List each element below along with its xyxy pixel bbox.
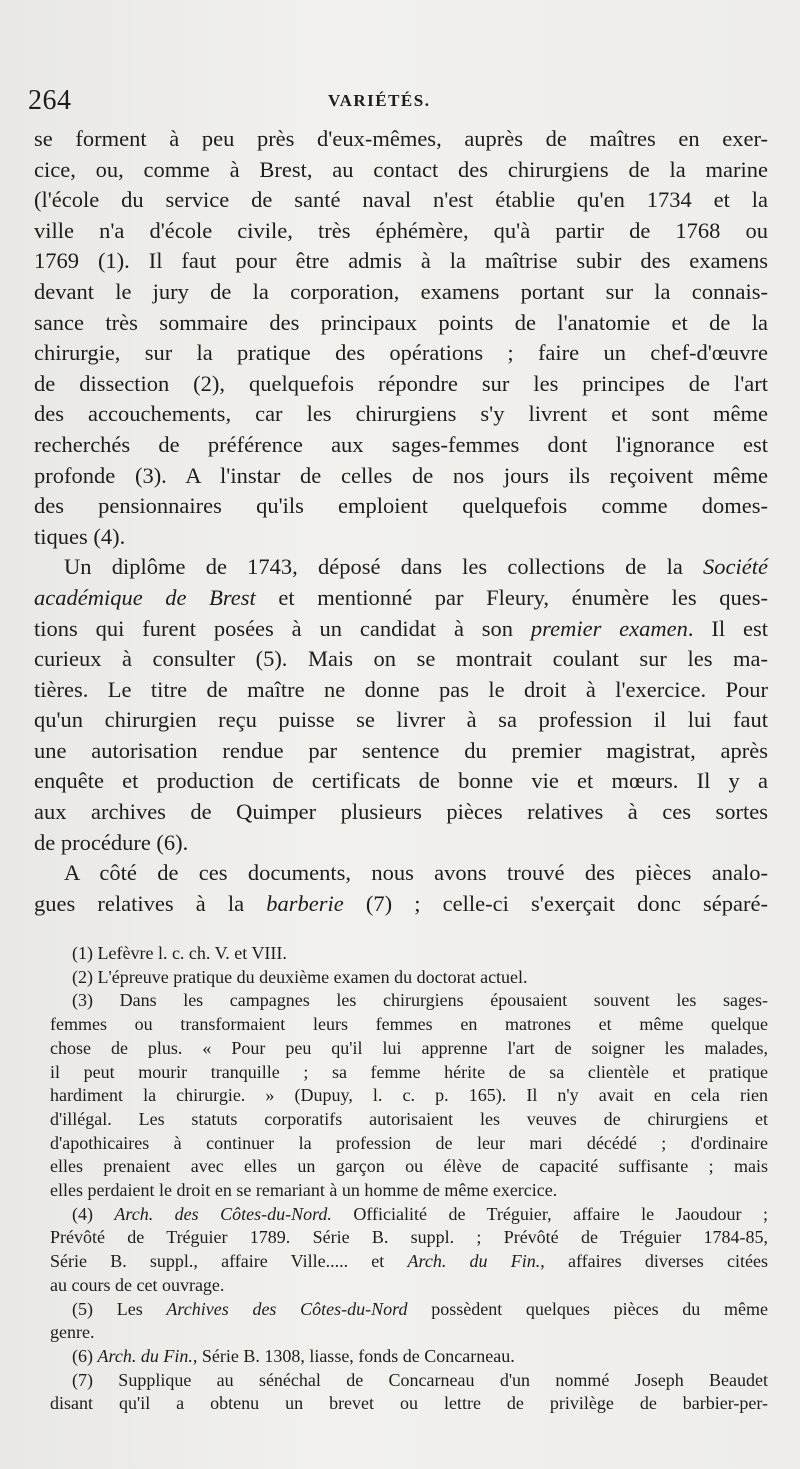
text-span: (5) Les	[72, 1298, 167, 1319]
italic-span: Archives des Côtes-du-Nord	[166, 1298, 408, 1319]
text-span: Officialité de Tréguier, affaire le Jaoudour ;	[331, 1203, 768, 1224]
footnote-line	[50, 1203, 768, 1227]
text-line: ville n'a d'école civile, très éphémère, qu'à partir de 1768 ou	[34, 217, 768, 243]
text-line: de procédure (6).	[34, 829, 189, 855]
text-line: des accouchements, car les chirurgiens s'y livrent et sont même	[34, 401, 768, 427]
italic-span: Société	[703, 554, 768, 580]
text-line: aux archives de Quimper plusieurs pièces relatives à ces sortes	[34, 799, 768, 825]
text-span: possèdent quelques pièces du même	[407, 1298, 768, 1319]
text-span: et mentionné par Fleury, énumère les ques-	[255, 584, 768, 610]
text-line: A côté de ces documents, nous avons trouvé des pièces analo-	[64, 860, 768, 886]
footnote-line	[50, 1345, 768, 1369]
text-span: , affaires diverses citées	[540, 1251, 768, 1272]
text-line: qu'un chirurgien reçu puisse se livrer à sa profession il lui faut	[34, 707, 768, 733]
text-span: (6)	[72, 1345, 98, 1366]
footnote-line: chose de plus. « Pour peu qu'il lui apprenne l'art de soigner les malades,	[50, 1037, 768, 1058]
italic-span: Arch. du Fin.	[97, 1345, 193, 1366]
text-line: (l'école du service de santé naval n'est établie qu'en 1734 et la	[34, 187, 768, 213]
footnotes	[50, 942, 768, 1416]
italic-span: barberie	[266, 890, 344, 916]
text-line: des pensionnaires qu'ils emploient quelquefois comme domes-	[34, 493, 768, 519]
text-span: (7) ; celle-ci s'exerçait donc séparé-	[343, 890, 768, 916]
footnote-line: hardiment la chirurgie. » (Dupuy, l. c. p. 165). Il n'y avait en cela rien	[50, 1085, 768, 1106]
footnote-line: femmes ou transformaient leurs femmes en matrones et même quelque	[50, 1014, 768, 1035]
footnote-line: (7) Supplique au sénéchal de Concarneau d'un nommé Joseph Beaudet	[72, 1369, 768, 1390]
page-header	[28, 84, 768, 118]
text-span: gues relatives à la	[34, 890, 267, 916]
footnote-line: genre.	[50, 1322, 95, 1343]
text-span: , Série B. 1308, liasse, fonds de Concarneau.	[192, 1345, 515, 1366]
footnote-line: d'illégal. Les statuts corporatifs autorisaient les veuves de chirurgiens et	[50, 1108, 768, 1129]
italic-span: premier examen	[530, 615, 688, 641]
text-line: profonde (3). A l'instar de celles de nos jours ils reçoivent même	[34, 462, 768, 488]
footnote-line: (1) Lefèvre l. c. ch. V. et VIII.	[72, 943, 287, 963]
text-line: sance très sommaire des principaux points de l'anatomie et de la	[34, 309, 768, 335]
text-line: enquête et production de certificats de bonne vie et mœurs. Il y a	[34, 768, 768, 794]
text-line: une autorisation rendue par sentence du premier magistrat, après	[34, 737, 768, 763]
text-line: 1769 (1). Il faut pour être admis à la maîtrise subir des examens	[34, 248, 768, 274]
text-span: tions qui furent posées à un candidat à son	[34, 615, 531, 641]
text-span: (4)	[72, 1203, 115, 1224]
text-span: Série B. suppl., affaire Ville..... et	[50, 1251, 408, 1272]
running-title: VARIÉTÉS.	[328, 91, 431, 110]
text-line: se forment à peu près d'eux-mêmes, auprès de maîtres en exer-	[34, 126, 768, 151]
footnote-line: elles perdaient le droit en se remariant à un homme de même exercice.	[50, 1180, 558, 1201]
text-line: tières. Le titre de maître ne donne pas le droit à l'exercice. Pour	[34, 676, 768, 702]
footnote-line: disant qu'il a obtenu un brevet ou lettre de privilège de barbier-per-	[50, 1393, 768, 1414]
page-number: 264	[28, 85, 72, 116]
italic-span: Arch. du Fin.	[407, 1251, 541, 1272]
text-line: de dissection (2), quelquefois répondre sur les principes de l'art	[34, 370, 768, 396]
text-span: . Il est	[687, 615, 768, 641]
footnote-line: (3) Dans les campagnes les chirurgiens épousaient souvent les sages-	[72, 990, 768, 1011]
italic-span: Arch. des Côtes-du-Nord.	[114, 1203, 332, 1224]
footnote-line	[50, 1250, 768, 1274]
footnote-line: au cours de cet ouvrage.	[50, 1274, 225, 1295]
footnote-line: elles prenaient avec elles un garçon ou élève de capacité suffisante ; mais	[50, 1156, 768, 1177]
footnote-line	[50, 1298, 768, 1322]
body-text	[34, 124, 768, 919]
text-line	[34, 552, 768, 583]
footnote-line: (2) L'épreuve pratique du deuxième examen du doctorat actuel.	[72, 966, 528, 987]
text-line	[34, 614, 768, 645]
text-line: curieux à consulter (5). Mais on se montrait coulant sur les ma-	[34, 646, 768, 672]
text-line: tiques (4).	[34, 523, 126, 549]
footnote-line: d'apothicaires à continuer la profession de leur mari décédé ; d'ordinaire	[50, 1132, 768, 1153]
text-span: Un diplôme de 1743, déposé dans les collections de la	[64, 554, 704, 580]
text-line: chirurgie, sur la pratique des opérations ; faire un chef-d'œuvre	[34, 340, 768, 366]
text-line: devant le jury de la corporation, examens portant sur la connais-	[34, 278, 768, 304]
text-line	[34, 583, 768, 614]
italic-span: académique de Brest	[34, 584, 256, 610]
text-line	[34, 889, 768, 920]
footnote-line: il peut mourir tranquille ; sa femme hérite de sa clientèle et pratique	[50, 1061, 768, 1082]
footnote-line: Prévôté de Tréguier 1789. Série B. suppl. ; Prévôté de Tréguier 1784-85,	[50, 1227, 768, 1248]
text-line: cice, ou, comme à Brest, au contact des chirurgiens de la marine	[34, 156, 768, 182]
text-line: recherchés de préférence aux sages-femmes dont l'ignorance est	[34, 431, 768, 457]
